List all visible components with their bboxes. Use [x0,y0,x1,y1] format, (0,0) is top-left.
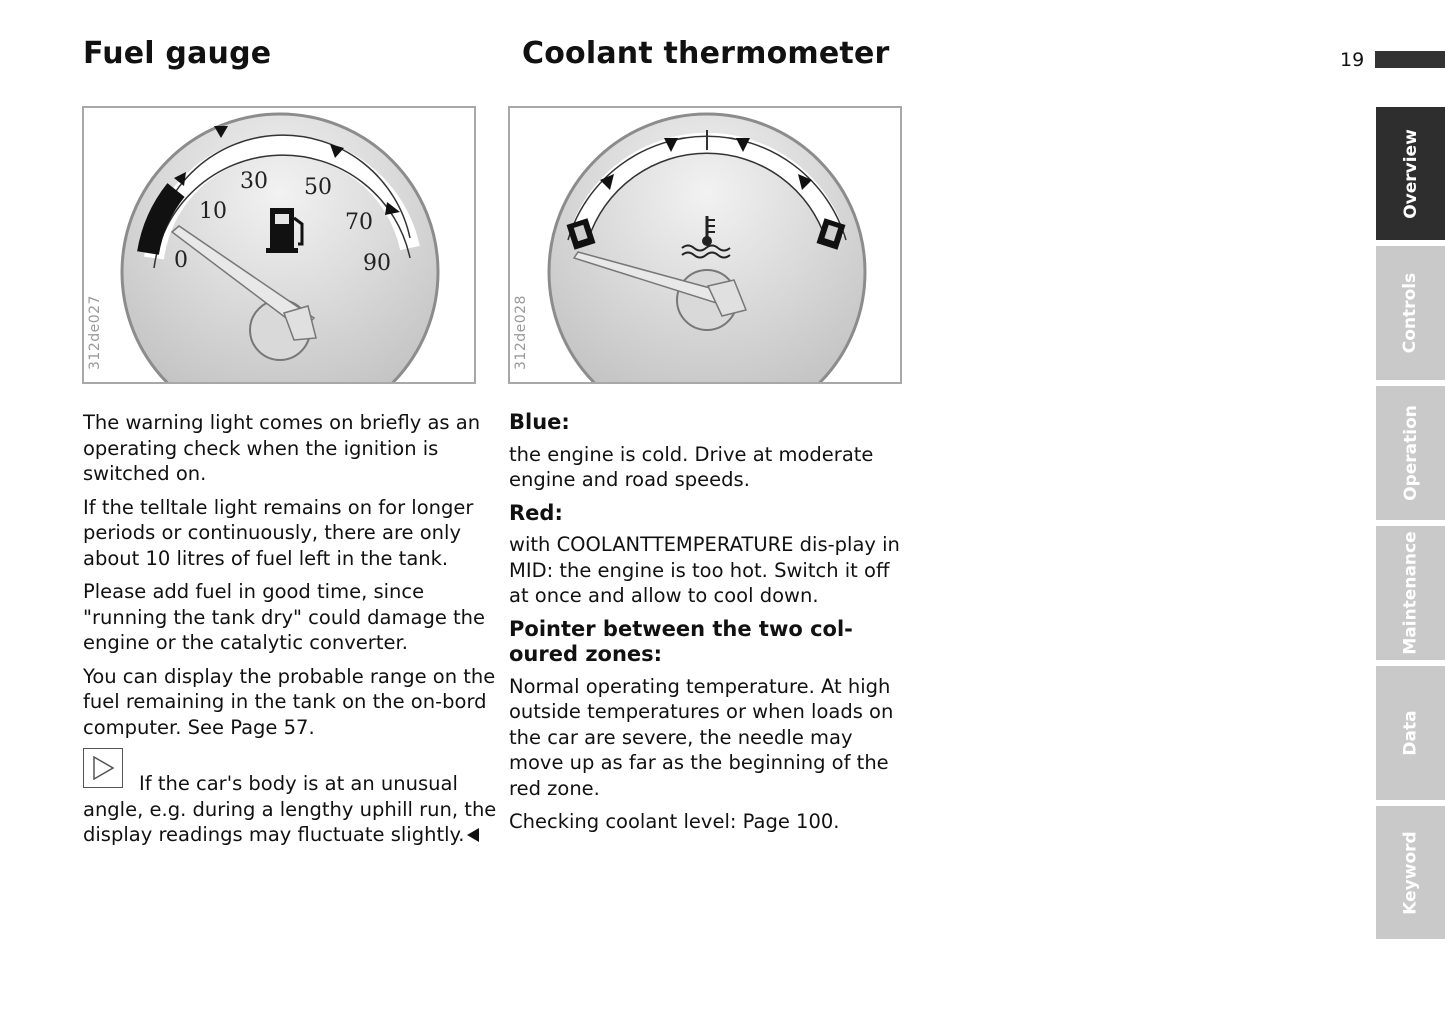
coolant-gauge-illustration [510,108,900,382]
fuel-label-90: 90 [363,251,391,276]
paragraph: Please add fuel in good time, since "running the tank dry" could damage the engine or the catalytic converter. [83,580,486,654]
checking-text: Checking coolant level: Page 100. [509,810,840,833]
red-heading: Red: [509,500,563,525]
tab-label: Maintenance [1400,531,1421,655]
tab-label: Operation [1400,405,1421,501]
note-play-icon [83,748,123,788]
tab-label: Data [1400,710,1421,756]
page-number-bar [1375,51,1445,68]
coolant-figure-code: 312de028 [513,295,529,370]
paragraph: You can display the probable range on the fuel remaining in the tank on the on-bord computer. See Page 57. [83,664,496,739]
blue-text: the engine is cold. Drive at moderate engine and road speeds. [509,442,874,491]
tab-label: Keyword [1400,830,1421,915]
tab-overview[interactable] [1376,107,1445,240]
fuel-figure-code: 312de027 [87,295,103,370]
fuel-gauge-figure [82,106,476,384]
fuel-label-30: 30 [240,169,268,194]
paragraph: The warning light comes on briefly as an operating check when the ignition is switched on. [83,411,481,485]
blue-heading: Blue: [509,410,570,434]
fuel-label-50: 50 [304,175,332,200]
fuel-label-10: 10 [199,199,227,224]
paragraph: If the telltale light remains on for longer periods or continuously, there are only about 10 litres of fuel left in the tank. [83,495,474,570]
coolant-thermometer-heading: Coolant thermometer [522,36,890,71]
tab-controls[interactable] [1376,246,1445,380]
fuel-label-70: 70 [345,210,373,235]
tab-keyword[interactable] [1376,806,1445,939]
note-text: If the car's body is at an unusual angle, e.g. during a lengthy uphill run, the display readings may fluctuate slightly. [83,772,497,846]
coolant-thermometer-text [509,410,909,843]
note-block [83,748,498,848]
pointer-heading: Pointer between the two col-oured zones: [509,616,853,666]
fuel-gauge-text [83,410,498,848]
fuel-label-0: 0 [174,248,188,273]
tab-label: Controls [1400,272,1421,354]
tab-maintenance[interactable] [1376,526,1445,660]
tab-data[interactable] [1376,666,1445,800]
fuel-gauge-heading: Fuel gauge [83,36,272,71]
coolant-thermometer-figure [508,106,902,384]
page-number: 19 [1340,49,1365,71]
end-of-section-icon [467,828,479,842]
tab-label: Overview [1400,128,1421,219]
tab-operation[interactable] [1376,386,1445,520]
red-text: with COOLANTTEMPERATURE dis-play in MID: the engine is too hot. Switch it off at once and allow to cool down. [509,533,900,607]
pointer-text: Normal operating temperature. At high outside temperatures or when loads on the car are severe, the needle may move up as far as the beginning of the red zone. [509,674,894,800]
fuel-gauge-illustration [84,108,474,382]
